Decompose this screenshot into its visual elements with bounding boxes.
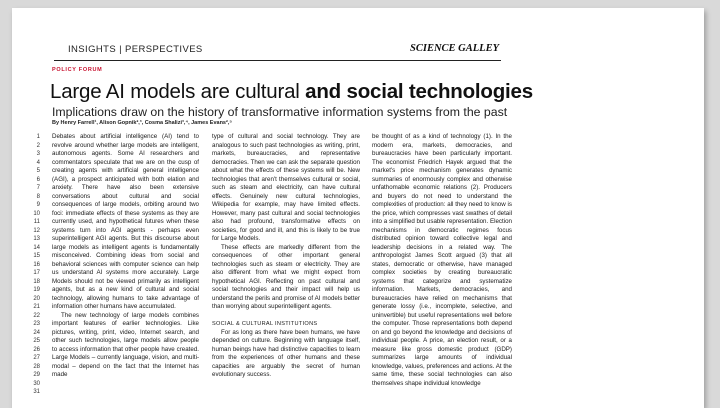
- line-number: 5: [36, 168, 40, 174]
- paragraph: For as long as there have been humans, we have depended on culture. Beginning with language itself, human beings have had distinctive capacities to learn from the experiences of other humans and these capacities are arguably the secret of human evolutionary success.: [212, 328, 360, 378]
- line-number: 6: [36, 176, 40, 183]
- line-number: 7: [36, 185, 40, 191]
- line-number: 3: [36, 151, 40, 157]
- line-number: 22: [33, 312, 40, 319]
- line-number: 23: [33, 321, 40, 327]
- line-number: 17: [33, 270, 40, 276]
- section-label: POLICY FORUM: [52, 67, 103, 73]
- body-column-2: [212, 133, 360, 380]
- title-plain: Large AI models are cultural: [50, 80, 306, 103]
- title-bold: and social technologies: [305, 80, 533, 103]
- paragraph: The new technology of large models combines important features of earlier technologies. Like pictures, writing, print, video, Internet search, and other such technologies, large models allow people to access information that other people have created. Large Models – currently language, vision, and multi-modal – depend on the fact that the Internet has made: [52, 311, 199, 378]
- line-number: 16: [33, 261, 40, 268]
- line-number: 26: [33, 346, 40, 353]
- line-number: 8: [36, 193, 40, 200]
- body-column-3: [372, 133, 512, 388]
- subsection-heading: SOCIAL & CULTURAL INSTITUTIONS: [212, 321, 318, 327]
- line-number: 29: [33, 372, 40, 378]
- line-number: 2: [36, 142, 40, 149]
- line-number: 11: [33, 219, 40, 225]
- paragraph: Debates about artificial intelligence (AI) tend to revolve around whether large models are intelligent, autonomous agents. Some AI researchers and commentators speculate that we are on the cusp of creating agents with artificial general intelligence (AGI), a prospect anticipated with both elation and anxiety. There have also been extensive conversations about cultural and social consequences of large models, orbiting around two foci: immediate effects of these systems as they are currently used, and hypothetical futures when these systems turn into AGI agents - perhaps even superintelligent AGI agents. But this discourse about large models as intelligent agents is fundamentally misconceived. Combining ideas from social and behavioral sciences with computer science can help us understand AI systems more accurately. Large Models should not be viewed primarily as intelligent agents, but as a new kind of cultural and social technology, allowing humans to take advantage of information other humans have accumulated.: [52, 133, 199, 310]
- body-column-1: [52, 133, 199, 380]
- line-number: 12: [33, 227, 40, 234]
- article-subtitle: Implications draw on the history of transformative information systems from the past: [52, 105, 508, 119]
- line-number: 27: [33, 355, 40, 361]
- line-number: 18: [33, 278, 40, 285]
- line-number: 14: [33, 244, 40, 251]
- paper-page: [12, 8, 704, 408]
- line-number: 1: [36, 134, 40, 140]
- line-number: 13: [33, 236, 40, 242]
- journal-logo: SCIENCE GALLEY: [410, 43, 499, 54]
- line-number: 20: [33, 295, 40, 302]
- paragraph: type of cultural and social technology. They are analogous to such past technologies as writing, print, markets, bureaucracies, and representative democracies. Then we can ask the separate question about what the effects of these systems will be. New technologies that aren't themselves cultural or social, such as steam and electricity, can have cultural effects. Genuinely new cultural technologies, Wikipedia for example, may have limited effects. However, many past cultural and social technologies also had profound, transformative effects on societies, for good and ill, and this is likely to be true for Large Models.: [212, 133, 360, 242]
- line-number: 30: [33, 380, 40, 387]
- line-number: 28: [33, 363, 40, 370]
- paragraph: These effects are markedly different from the consequences of other important general technologies such as steam or electricity. They are also different from what we might expect from hypothetical AGI. Reflecting on past cultural and social technologies and their impact will help us understand the perils and promise of AI models better than worrying about superintelligent agents.: [212, 243, 360, 310]
- author-byline: By Henry Farrell¹, Alison Gopnik²,³, Cosma Shalizi³,⁴, James Evans²,⁵: [52, 120, 232, 126]
- line-number: 10: [33, 210, 40, 217]
- paragraph: be thought of as a kind of technology (1). In the modern era, markets, democracies, and bureaucracies have been particularly important. The economist Friedrich Hayek argued that the market's price mechanism generates dynamic summaries of enormously complex and otherwise unfathomable economic relations (2). Producers and buyers do not need to understand the complexities of production: all they need to know is the price, which compresses vast swathes of detail into a simplified but usable representation. Election mechanisms in democratic regimes focus distributed opinion toward collective legal and leadership decisions in a related way. The anthropologist James Scott argued (3) that all states, democratic or otherwise, have managed complex societies by creating bureaucratic systems that categorize and systematize information. Markets, democracies, and bureaucracies have relied on mechanisms that generate lossy (i.e., incomplete, selective, and uninvertible) but useful representations well before the computer. Those representations both depend on and go beyond the knowledge and decisions of individual people. A price, an election result, or a measure like gross domestic product (GDP) summarizes large amounts of individual knowledge, values, preferences and actions. At the same time, these social technologies can also themselves shape individual knowledge: [372, 133, 512, 387]
- line-number: 21: [33, 304, 40, 310]
- journal-section-header: INSIGHTS | PERSPECTIVES: [68, 44, 203, 55]
- line-number: 24: [33, 329, 40, 336]
- line-number: 19: [33, 287, 40, 293]
- line-number: 25: [33, 338, 40, 344]
- header-rule: [54, 60, 501, 61]
- article-title: [50, 80, 533, 104]
- line-number: 31: [33, 389, 40, 395]
- line-number: 15: [33, 253, 40, 259]
- line-numbers: [26, 133, 40, 397]
- line-number: 9: [36, 202, 40, 208]
- line-number: 4: [36, 159, 40, 166]
